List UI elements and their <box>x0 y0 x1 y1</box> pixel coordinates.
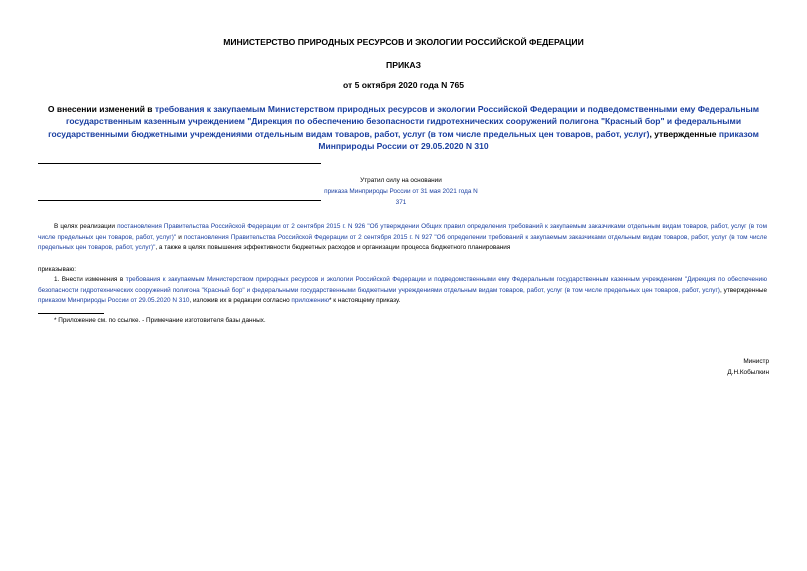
order-word: приказываю: <box>38 266 76 273</box>
doc-type-heading: ПРИКАЗ <box>386 60 421 70</box>
item1-text-1: 1. Внести изменения в <box>54 276 126 283</box>
item1-order-link[interactable]: приказом Минприроды России от 29.05.2020 N 310 <box>38 297 190 305</box>
preamble-link-927[interactable]: постановления Правительства Российской Федерации от 2 сентября 2015 г. N 927 "Об определении требований к закупаемым заказчиками отдельным видам товаров, работ, услуг (в том числе предельных цен товаров, работ, услуг)" <box>38 233 768 252</box>
footnote-divider <box>38 313 104 314</box>
preamble-text-1: В целях реализации <box>54 223 118 230</box>
divider-bottom <box>38 200 321 201</box>
status-line: Утратил силу на основании <box>360 177 442 184</box>
status-link[interactable]: приказа Минприроды России от 31 мая 2021 года N 371 <box>324 188 478 206</box>
divider-top <box>38 163 321 164</box>
date-number: от 5 октября 2020 года N 765 <box>342 80 465 90</box>
footnote: * Приложение см. по ссылке. - Примечание изготовителя базы данных. <box>54 317 266 324</box>
title-middle: , утвержденные <box>649 128 719 139</box>
preamble-text-2: и <box>176 233 184 241</box>
preamble-link-926[interactable]: постановления Правительства Российской Федерации от 2 сентября 2015 г. N 926 "Об утверждении Общих правил определения требований к закупаемым заказчиками отдельным видам товаров, работ, услуг (в том числе предельных цен товаров, работ, услуг)" <box>38 223 767 241</box>
document-title <box>40 103 767 153</box>
item1-text-3: , изложив их в редакции согласно <box>189 297 292 305</box>
title-requirements-link[interactable]: требования к закупаемым Министерством природных ресурсов и экологии Российской Федерации и подведомственными ему Федеральным государственным казенным учреждением "Дирекция по обеспечению безопасности гидротехнических сооружений полигона "Красный бор" и федеральными государственными бюджетными учреждениями отдельным видам товаров, работ, услуг (в том числе предельных цен товаров, работ, услуг) <box>48 104 760 139</box>
status-note <box>321 175 481 208</box>
item1-text-2: , утвержденные <box>719 286 767 294</box>
ministry-heading: МИНИСТЕРСТВО ПРИРОДНЫХ РЕСУРСОВ И ЭКОЛОГИИ РОССИЙСКОЙ ФЕДЕРАЦИИ <box>223 37 584 47</box>
title-prefix: О внесении изменений в <box>47 104 155 114</box>
item1-requirements-link[interactable]: требования к закупаемым Министерством природных ресурсов и экологии Российской Федерации и подведомственными ему Федеральным государственным казенным учреждением "Дирекция по обеспечению безопасности гидротехнических сооружений полигона "Красный бор" и федеральными государственными бюджетными учреждениями отдельным видам товаров, работ, услуг (в том числе предельных цен товаров, работ, услуг) <box>38 276 767 294</box>
item-1-paragraph <box>38 275 767 307</box>
title-order-link[interactable]: приказом Минприроды России от 29.05.2020 N 310 <box>318 128 759 152</box>
signature-position: Министр <box>743 358 769 365</box>
preamble-text-3: , а также в целях повышения эффективности бюджетных расходов и организации процесса бюджетного планирования <box>155 244 511 252</box>
item1-text-4: * к настоящему приказу. <box>329 297 401 305</box>
preamble-paragraph <box>38 222 767 254</box>
signature-name: Д.Н.Кобылкин <box>727 369 769 376</box>
item1-appendix-link[interactable]: приложению <box>291 297 329 305</box>
